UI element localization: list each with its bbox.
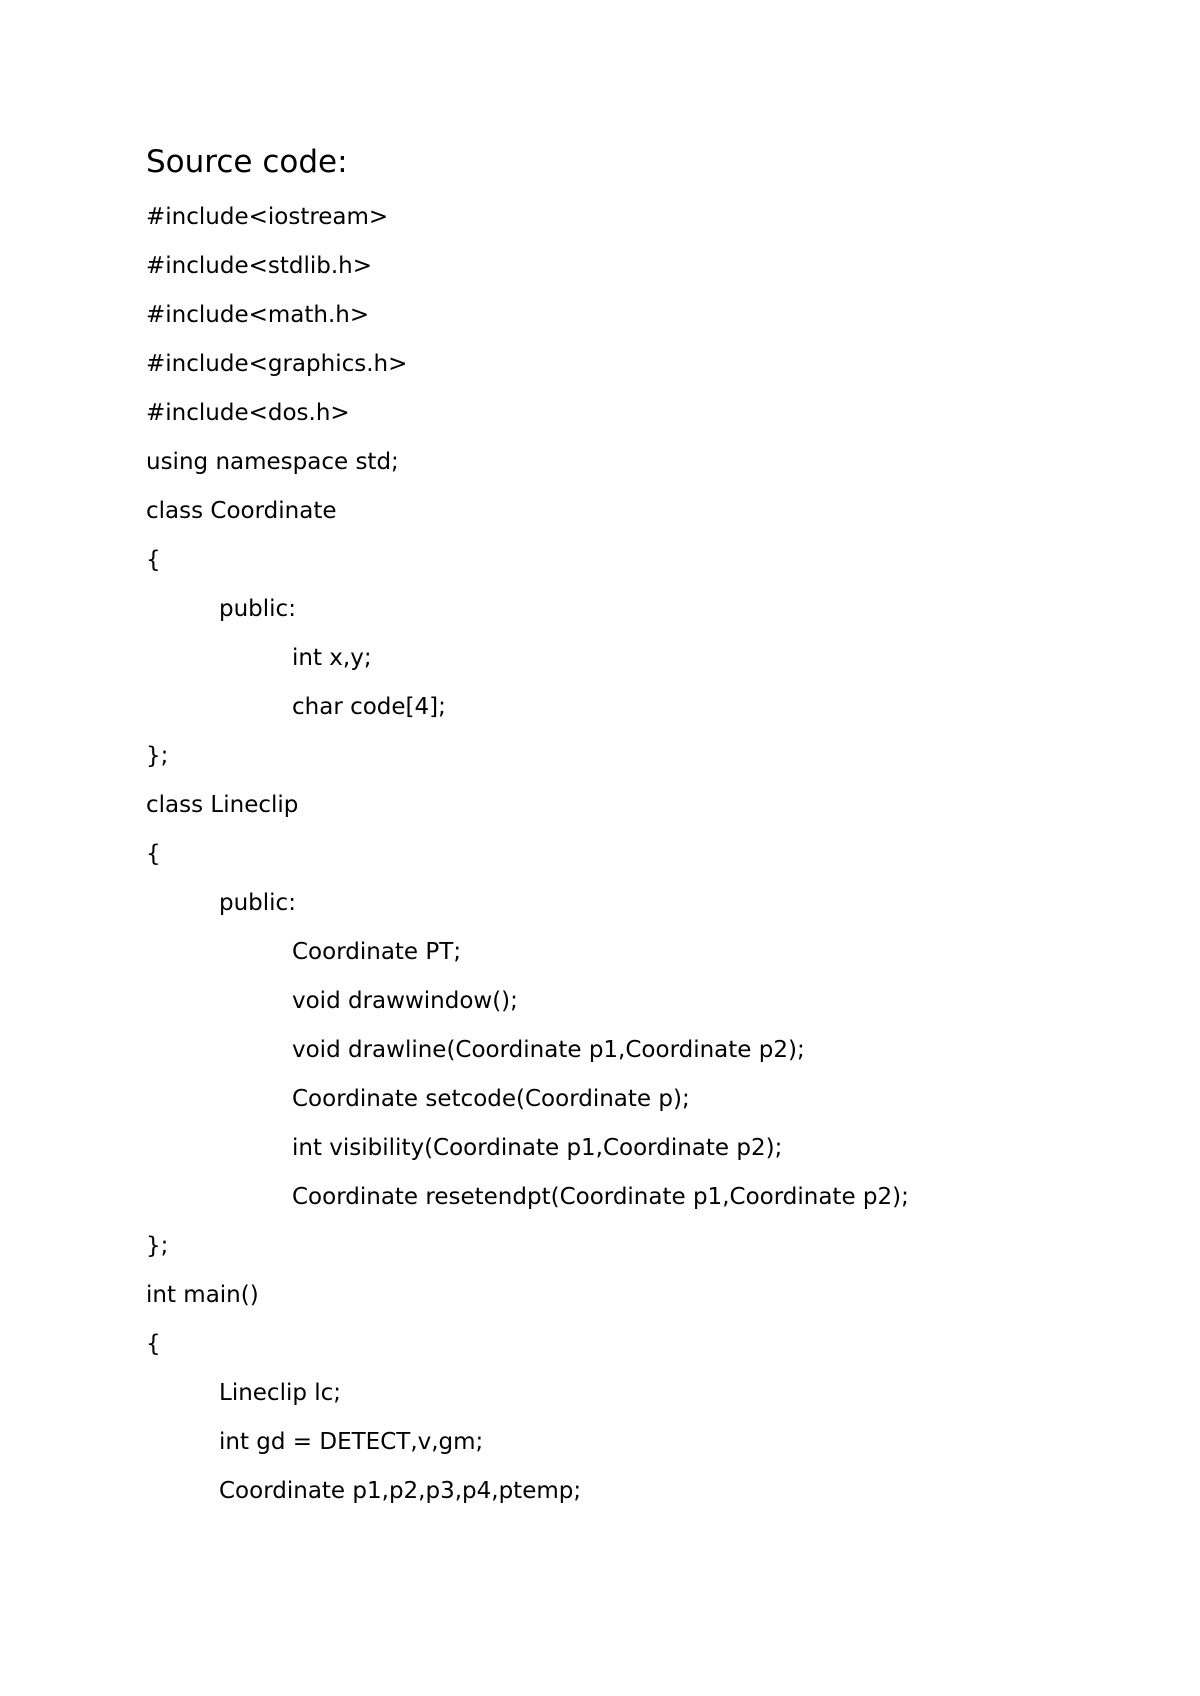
code-line: { (146, 547, 161, 573)
code-line: #include<stdlib.h> (146, 253, 373, 279)
code-line: void drawwindow(); (292, 988, 518, 1014)
code-line: Coordinate PT; (292, 939, 462, 965)
code-line: public: (219, 890, 296, 916)
code-line: class Coordinate (146, 498, 337, 524)
code-line: char code[4]; (292, 694, 446, 720)
code-line: int x,y; (292, 645, 372, 671)
code-line: Coordinate p1,p2,p3,p4,ptemp; (219, 1478, 582, 1504)
code-line: public: (219, 596, 296, 622)
code-line: Coordinate resetendpt(Coordinate p1,Coordinate p2); (292, 1184, 909, 1210)
code-line: class Lineclip (146, 792, 299, 818)
code-line: int main() (146, 1282, 259, 1308)
code-line: { (146, 1331, 161, 1357)
code-line: #include<iostream> (146, 204, 389, 230)
code-line: int visibility(Coordinate p1,Coordinate p2); (292, 1135, 783, 1161)
code-line: Lineclip lc; (219, 1380, 342, 1406)
code-line: using namespace std; (146, 449, 399, 475)
code-line: void drawline(Coordinate p1,Coordinate p2); (292, 1037, 805, 1063)
code-line: int gd = DETECT,v,gm; (219, 1429, 484, 1455)
source-code-block (146, 202, 909, 1525)
code-line: #include<math.h> (146, 302, 370, 328)
code-line: #include<dos.h> (146, 400, 350, 426)
page-heading: Source code: (146, 144, 348, 180)
code-line: Coordinate setcode(Coordinate p); (292, 1086, 690, 1112)
code-line: }; (146, 743, 169, 769)
code-line: }; (146, 1233, 169, 1259)
code-line: { (146, 841, 161, 867)
code-line: #include<graphics.h> (146, 351, 408, 377)
